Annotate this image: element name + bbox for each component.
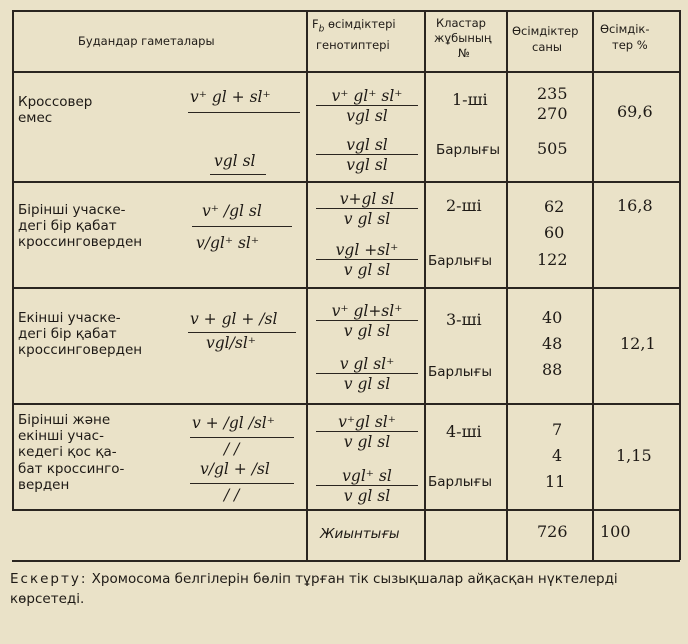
row3-label: Екінші учаске- дегі бір қабат кроссинговерден (18, 310, 143, 359)
col-divider-2 (424, 10, 426, 560)
row2-class: 2-ші (446, 196, 482, 215)
row3-total-label: Барлығы (428, 364, 493, 380)
header-count-line1: Өсімдіктер (512, 24, 579, 38)
row1-count-1: 235 (537, 84, 568, 103)
row2-count-2: 60 (544, 223, 565, 242)
row2-genotype-1: v+gl sl v gl sl (316, 191, 418, 228)
row2-percent: 16,8 (617, 196, 653, 215)
row2-gamete-top: v⁺ /gl sl (202, 202, 262, 220)
row1-total-label: Барлығы (436, 142, 501, 158)
row2-label: Бірінші учаске- дегі бір қабат кроссинговерден (18, 202, 143, 251)
row4-bottom-border (12, 509, 680, 511)
row4-class: 4-ші (446, 422, 482, 441)
col-divider-4 (592, 10, 594, 560)
row4-gamete-top-den: / / (224, 440, 240, 458)
row1-percent: 69,6 (617, 102, 653, 121)
row4-genotype-1: v⁺gl sl⁺ v gl sl (316, 414, 418, 451)
header-genotypes: $F_b$ өсімдіктері (312, 17, 396, 35)
row1-label: Кроссовер емес (18, 94, 93, 127)
row3-gamete-top: v + gl + /sl (190, 310, 278, 328)
row4-gamete-bottom-den: / / (224, 486, 240, 504)
row4-count-2: 4 (552, 446, 563, 465)
row3-count-1: 40 (542, 308, 563, 327)
row1-gamete-underline (210, 174, 266, 175)
row1-gamete-divider (188, 112, 300, 113)
header-percent-line1: Өсімдік- (600, 22, 650, 36)
row3-bottom-border (12, 403, 680, 405)
col-divider-1 (306, 10, 308, 560)
row4-total-label: Барлығы (428, 474, 493, 490)
table-bottom-border (12, 560, 680, 562)
row3-gamete-bottom: vgl/sl⁺ (206, 334, 256, 352)
row1-genotype-2: vgl sl vgl sl (316, 137, 418, 174)
row2-genotype-2: vgl +sl⁺ v gl sl (316, 242, 418, 279)
table-top-border (12, 10, 680, 12)
summary-percent: 100 (600, 522, 631, 541)
row3-total: 88 (542, 360, 563, 379)
header-class-line2: жұбының (434, 31, 492, 45)
summary-total: 726 (537, 522, 568, 541)
footnote-text: Хромосома белгілерін бөліп тұрған тік сызықшалар айқасқан нүктелерді көрсетеді. (10, 571, 618, 607)
header-class-line3: № (458, 46, 470, 60)
row1-class: 1-ші (452, 90, 488, 109)
row1-gamete-bottom: vgl sl (214, 152, 256, 170)
row4-gamete-bottom: v/gl + /sl (200, 460, 270, 478)
header-genotypes-line2: генотиптері (316, 38, 390, 52)
col-divider-3 (506, 10, 508, 560)
row2-gamete-bottom: v/gl⁺ sl⁺ (196, 234, 260, 252)
table-right-border (679, 10, 681, 560)
row2-gamete-divider (192, 226, 292, 227)
row4-gamete-top-divider (190, 437, 294, 438)
row4-total: 11 (545, 472, 566, 491)
row3-genotype-2: v gl sl⁺ v gl sl (316, 356, 418, 393)
header-class-line1: Кластар (436, 16, 486, 30)
footnote-lead: Ескерту: (10, 571, 88, 587)
row4-count-1: 7 (552, 420, 563, 439)
row3-gamete-divider (188, 332, 296, 333)
row1-count-2: 270 (537, 104, 568, 123)
footnote (10, 570, 680, 609)
row4-percent: 1,15 (616, 446, 652, 465)
row3-class: 3-ші (446, 310, 482, 329)
row2-total-label: Барлығы (428, 253, 493, 269)
table-left-border (12, 10, 14, 509)
row1-gamete-top: v⁺ gl + sl⁺ (190, 88, 271, 106)
header-count-line2: саны (532, 40, 562, 54)
row3-count-2: 48 (542, 334, 563, 353)
row1-total: 505 (537, 139, 568, 158)
row1-genotype-1: v⁺ gl⁺ sl⁺ vgl sl (316, 88, 418, 125)
row3-genotype-1: v⁺ gl+sl⁺ v gl sl (316, 303, 418, 340)
row2-count-1: 62 (544, 197, 565, 216)
header-percent-line2: тер % (612, 38, 648, 52)
row2-bottom-border (12, 287, 680, 289)
row3-percent: 12,1 (620, 334, 656, 353)
header-gametes: Будандар гаметалары (78, 34, 215, 48)
row2-total: 122 (537, 250, 568, 269)
row4-gamete-top: v + /gl /sl⁺ (192, 414, 275, 432)
row4-genotype-2: vgl⁺ sl v gl sl (316, 468, 418, 505)
summary-label: Жиынтығы (320, 526, 400, 542)
row1-bottom-border (12, 181, 680, 183)
row4-gamete-bottom-divider (190, 483, 294, 484)
row4-label: Бірінші және екінші учас- кедегі қос қа- бат кроссинго- верден (18, 412, 125, 493)
header-bottom-border (12, 71, 680, 73)
